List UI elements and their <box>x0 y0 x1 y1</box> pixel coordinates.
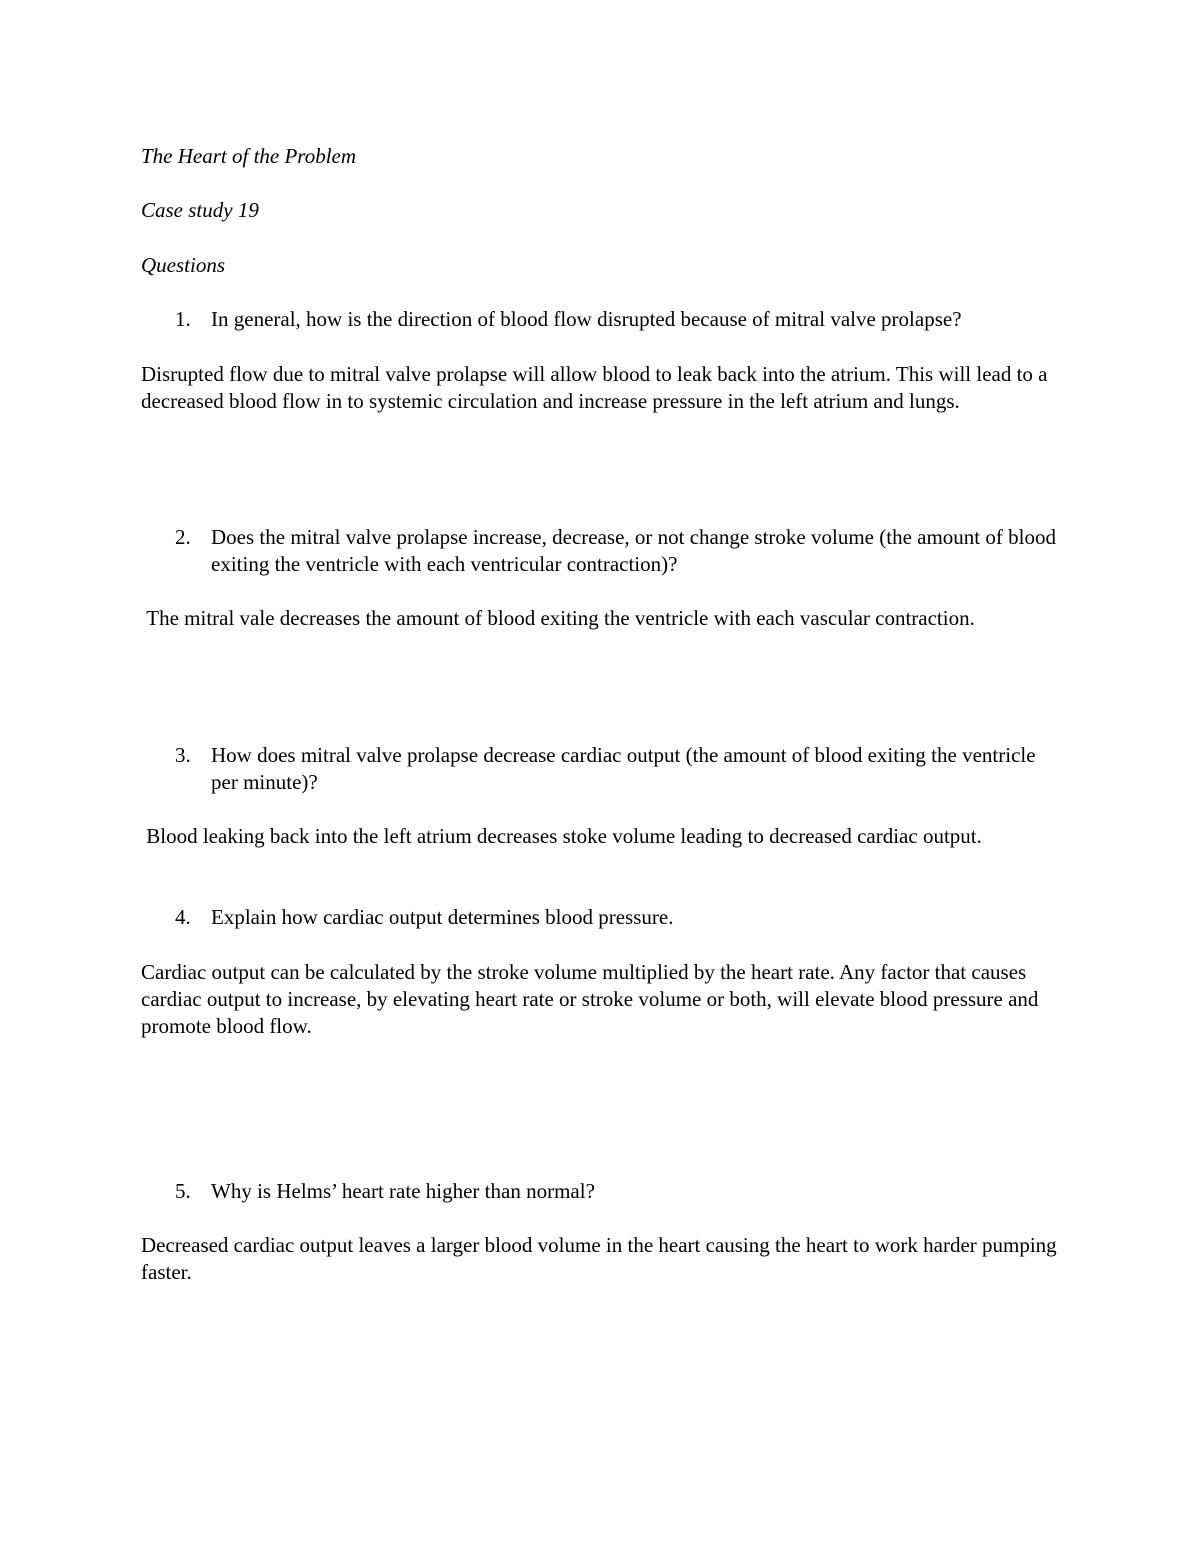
question-number: 1. <box>175 307 191 331</box>
question-number: 4. <box>175 905 191 929</box>
question-text: Does the mitral valve prolapse increase, decrease, or not change stroke volume (the amount of blood exiting the ventricle with each ventricular contraction)? <box>211 525 1056 576</box>
question-number: 5. <box>175 1179 191 1203</box>
answer-1: Disrupted flow due to mitral valve prolapse will allow blood to leak back into the atrium. This will lead to a decreased blood flow in to systemic circulation and increase pressure in the left atrium and lungs. <box>141 362 1048 413</box>
answer-4: Cardiac output can be calculated by the stroke volume multiplied by the heart rate. Any factor that causes cardiac output to increase, by elevating heart rate or stroke volume or both, will elevate blood pressure and promote blood flow. <box>141 960 1039 1038</box>
question-text: How does mitral valve prolapse decrease cardiac output (the amount of blood exiting the ventricle per minute)? <box>211 743 1036 794</box>
question-text: Explain how cardiac output determines blood pressure. <box>211 905 674 929</box>
question-number: 3. <box>175 743 191 767</box>
question-number: 2. <box>175 525 191 549</box>
answer-3: Blood leaking back into the left atrium decreases stoke volume leading to decreased cardiac output. <box>141 824 982 848</box>
question-text: Why is Helms’ heart rate higher than normal? <box>211 1179 595 1203</box>
answer-5: Decreased cardiac output leaves a larger blood volume in the heart causing the heart to work harder pumping faster. <box>141 1233 1057 1284</box>
question-text: In general, how is the direction of blood flow disrupted because of mitral valve prolapse? <box>211 307 962 331</box>
answer-2: The mitral vale decreases the amount of blood exiting the ventricle with each vascular contraction. <box>141 606 975 630</box>
document-title: The Heart of the Problem <box>141 144 357 168</box>
case-study-label: Case study 19 <box>141 198 259 222</box>
section-heading: Questions <box>141 253 225 277</box>
